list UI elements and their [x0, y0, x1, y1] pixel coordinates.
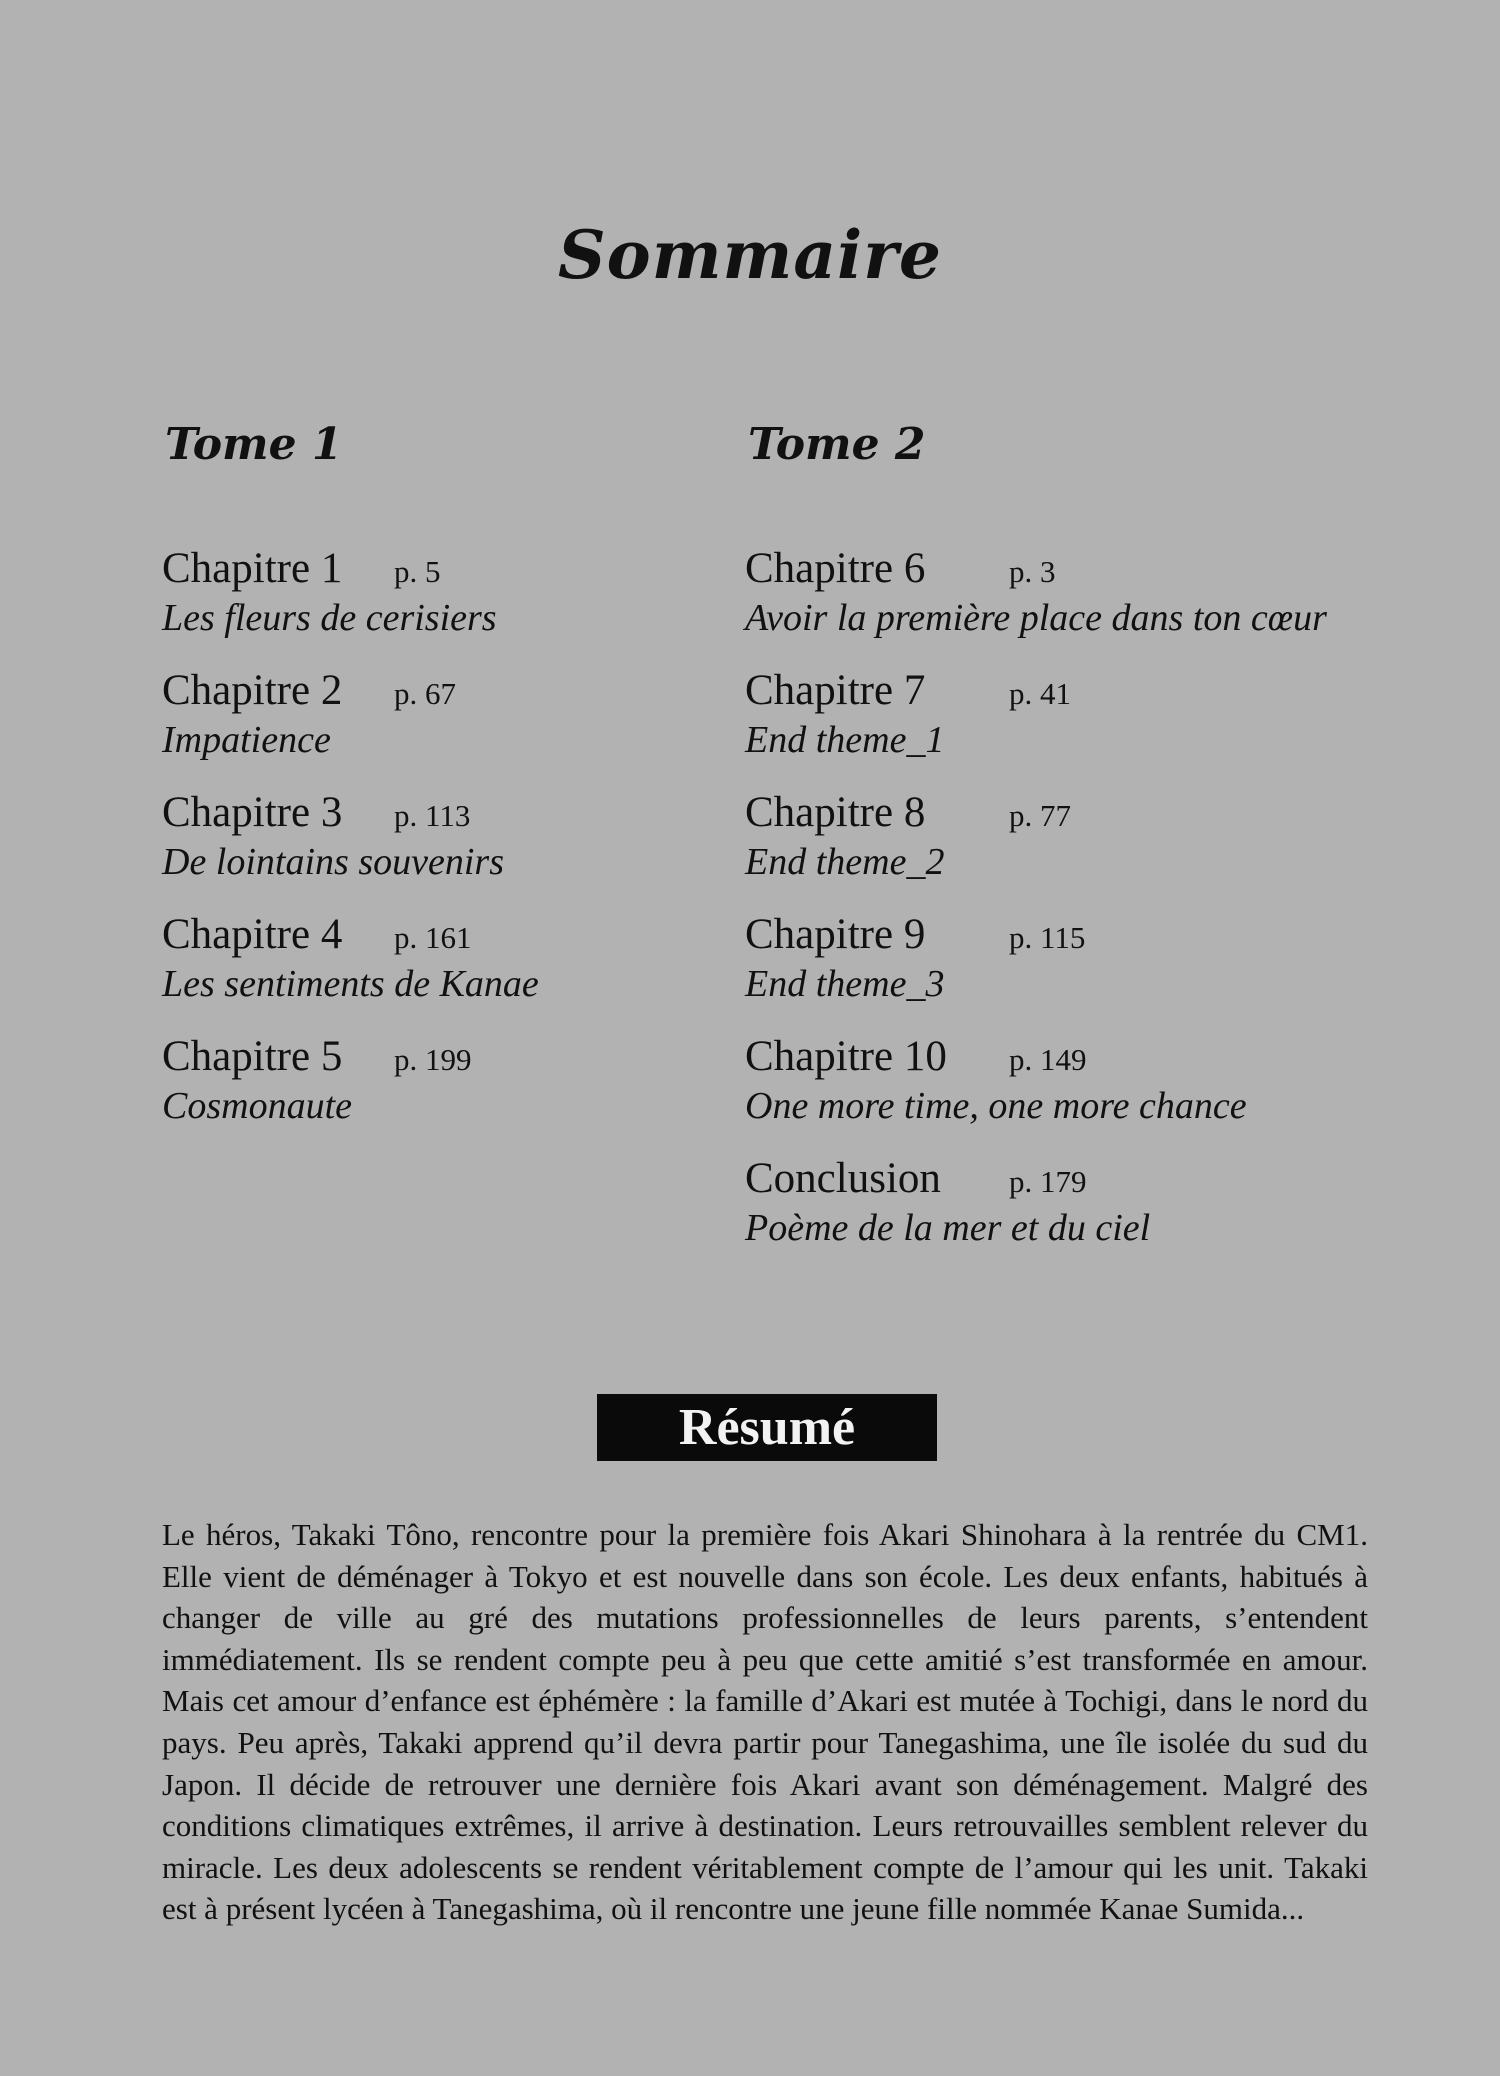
chapter-subtitle: Les fleurs de cerisiers — [162, 597, 497, 639]
toc-entry — [745, 786, 1405, 908]
toc-entry — [162, 786, 722, 908]
tome-2-column — [745, 418, 1405, 1274]
chapter-subtitle: Poème de la mer et du ciel — [745, 1207, 1151, 1249]
chapter-name: Chapitre 5 — [162, 1033, 343, 1080]
toc-entry — [745, 1152, 1405, 1274]
toc-entry — [745, 908, 1405, 1030]
chapter-name: Chapitre 8 — [745, 789, 926, 836]
tome-1-column — [162, 418, 722, 1152]
tome-2-heading: Tome 2 — [748, 419, 926, 470]
toc-entry — [745, 542, 1405, 664]
chapter-page: p. 41 — [1009, 676, 1071, 711]
chapter-subtitle: Cosmonaute — [162, 1085, 352, 1127]
chapter-name: Chapitre 10 — [745, 1033, 947, 1080]
chapter-subtitle: Les sentiments de Kanae — [162, 963, 539, 1005]
chapter-subtitle: De lointains souvenirs — [162, 841, 504, 883]
toc-entry — [162, 542, 722, 664]
chapter-subtitle: Avoir la première place dans ton cœur — [745, 597, 1327, 639]
page-title: Sommaire — [558, 216, 942, 294]
toc-entry — [162, 908, 722, 1030]
chapter-name: Chapitre 4 — [162, 911, 343, 958]
chapter-page: p. 5 — [394, 554, 441, 589]
chapter-page: p. 161 — [394, 920, 472, 955]
chapter-page: p. 3 — [1009, 554, 1056, 589]
chapter-page: p. 113 — [394, 798, 471, 833]
chapter-subtitle: End theme_2 — [745, 841, 945, 883]
toc-entry — [162, 664, 722, 786]
chapter-page: p. 77 — [1009, 798, 1071, 833]
chapter-name: Chapitre 2 — [162, 667, 343, 714]
toc-entry — [745, 664, 1405, 786]
chapter-page: p. 115 — [1009, 920, 1086, 955]
toc-entry — [162, 1030, 722, 1152]
chapter-page: p. 179 — [1009, 1164, 1087, 1199]
chapter-subtitle: Impatience — [162, 719, 331, 761]
chapter-name: Conclusion — [745, 1155, 941, 1202]
chapter-page: p. 149 — [1009, 1042, 1087, 1077]
chapter-subtitle: End theme_3 — [745, 963, 945, 1005]
chapter-name: Chapitre 1 — [162, 545, 343, 592]
chapter-page: p. 67 — [394, 676, 456, 711]
chapter-name: Chapitre 3 — [162, 789, 343, 836]
resume-heading: Résumé — [597, 1394, 937, 1461]
chapter-name: Chapitre 6 — [745, 545, 926, 592]
tome-1-heading: Tome 1 — [165, 419, 343, 470]
chapter-name: Chapitre 9 — [745, 911, 926, 958]
resume-text: Le héros, Takaki Tôno, rencontre pour la première fois Akari Shinohara à la rentrée du CM1. Elle vient de déménager à Tokyo et est nouvelle dans son école. Les deux enfants, habitués à changer de ville au gré des mutations professionnelles de leurs parents, s’entendent immédiatement. Ils se rendent compte peu à peu que cette amitié s’est transformée en amour. Mais cet amour d’enfance est éphémère : la famille d’Akari est mutée à Tochigi, dans le nord du pays. Peu après, Takaki apprend qu’il devra partir pour Tanegashima, une île isolée du sud du Japon. Il décide de retrouver une dernière fois Akari avant son déménagement. Malgré des conditions climatiques extrêmes, il arrive à destination. Leurs retrouvailles semblent relever du miracle. Les deux adolescents se rendent véritablement compte de l’amour qui les unit. Takaki est à présent lycéen à Tanegashima, où il rencontre une jeune fille nommée Kanae Sumida... — [162, 1517, 1368, 1927]
chapter-name: Chapitre 7 — [745, 667, 926, 714]
chapter-subtitle: End theme_1 — [745, 719, 945, 761]
chapter-page: p. 199 — [394, 1042, 472, 1077]
chapter-subtitle: One more time, one more chance — [745, 1085, 1247, 1127]
toc-entry — [745, 1030, 1405, 1152]
